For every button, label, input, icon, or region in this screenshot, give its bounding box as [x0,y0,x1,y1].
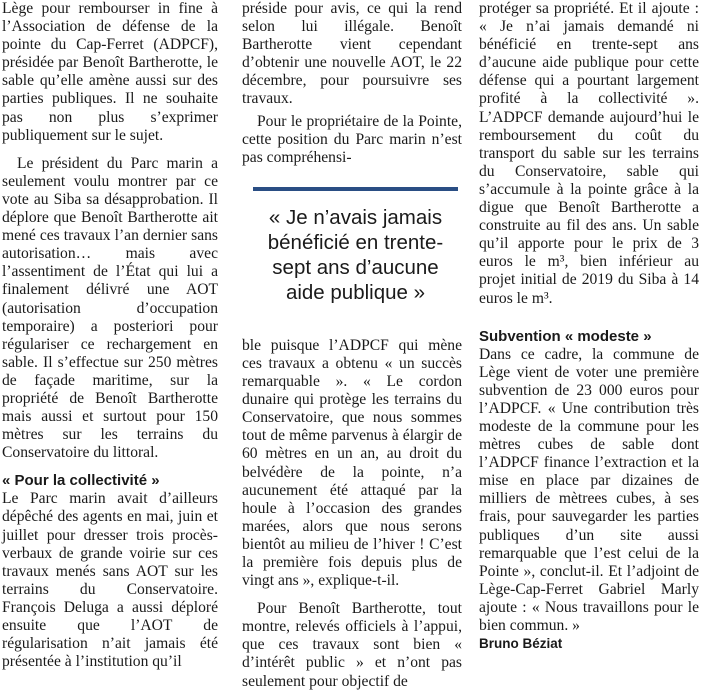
paragraph: Pour Benoît Bartherotte, tout montre, relevés officiels à l’appui, que ces travaux sont bien « d’intérêt public » et n’ont pas seulement pour objectif de [242,600,462,690]
column-3 [479,0,699,652]
paragraph: Le Parc marin avait d’ailleurs dépêché des agents en mai, juin et juillet pour dresser trois procès-verbaux de grande voirie sur ces travaux menés sans AOT sur les terrains du Conservatoire. François Deluga a aussi déploré ensuite que l’AOT de régularisation n’ait jamais été présentée à l’institution qu’il [2,490,218,671]
paragraph: préside pour avis, ce qui la rend selon lui illégale. Benoît Bartherotte vient cependant d’obtenir une nouvelle AOT, le 22 décembre, pour poursuivre ses travaux. [242,0,462,108]
column-1 [2,0,218,671]
section-heading: « Pour la collectivité » [2,472,160,490]
author-signature: Bruno Béziat [479,636,563,652]
paragraph: Pour le propriétaire de la Pointe, cette position du Parc marin n’est pas compréhensi- [242,112,462,166]
paragraph: Lège pour rembourser in fine à l’Association de défense de la pointe du Cap-Ferret (ADPCF), présidée par Benoît Bartherotte, le sable qu’elle amène aussi sur des parties publiques. Il ne souhaite pas non plus s’exprimer publiquement sur le sujet. [2,0,218,144]
paragraph: Le président du Parc marin a seulement voulu montrer par ce vote au Siba sa désapprobation. Il déplore que Benoît Bartherotte ait mené ces travaux l’an dernier sans autorisation… mais avec l’assentiment de l’État qui lui a finalement délivré une AOT (autorisation d’occupation temporaire) a posteriori pour régulariser ce rechargement en sable. Il s’effectue sur 250 mètres de façade maritime, sur la propriété de Benoît Bartherotte mais aussi et surtout pour 150 mètres sur les terrains du Conservatoire du littoral. [2,154,218,462]
paragraph: Dans ce cadre, la commune de Lège vient de voter une première subvention de 23 000 euros pour l’ADPCF. « Une contribution très modeste de la commune pour les mètres cubes de sable dont l’ADPCF finance l’extraction et la mise en place par dizaines de milliers de mètrees cubes, à ses frais, pour sauvegarder les parties publiques d’un site aussi remarquable que l’est celui de la Pointe », conclut-il. Et l’adjoint de Lège-Cap-Ferret Gabriel Marly ajoute : « Nous travaillons pour le bien commun. » [479,345,699,634]
paragraph: protéger sa propriété. Et il ajoute : « Je n’ai jamais demandé ni bénéficié en trente-sept ans d’aucune aide publique pour cette défense qui a pourtant largement profité à la collectivité ». L’ADPCF demande aujourd’hui le remboursement du coût du transport du sable sur les terrains du Conservatoire, sable qui s’accumule à la pointe grâce à la digue que Benoît Bartherotte a construite au fil des ans. Un sable qu’il apporte pour le prix de 3 euros le m³, bien inférieur au projet initial de 2019 du Siba à 14 euros le m³. [479,0,699,307]
column-2 [242,0,462,691]
paragraph: ble puisque l’ADPCF qui mène ces travaux a obtenu « un succès remarquable ». « Le cordon dunaire qui protège les terrains du Conservatoire, que nous sommes tout de même parvenus à élargir de 60 mètres en un an, au droit du belvédère de la pointe, n’a aucunement été attaqué par la houle à l’occasion des grandes marées, alors que nous serons bientôt au milieu de l’hiver ! C’est la première fois depuis plus de vingt ans », explique-t-il. [242,336,462,590]
pull-quote [253,187,458,313]
pull-quote-text: « Je n’avais jamais bénéficié en trente-sept ans d’aucune aide publique » [267,206,444,304]
section-heading: Subvention « modeste » [479,327,652,345]
